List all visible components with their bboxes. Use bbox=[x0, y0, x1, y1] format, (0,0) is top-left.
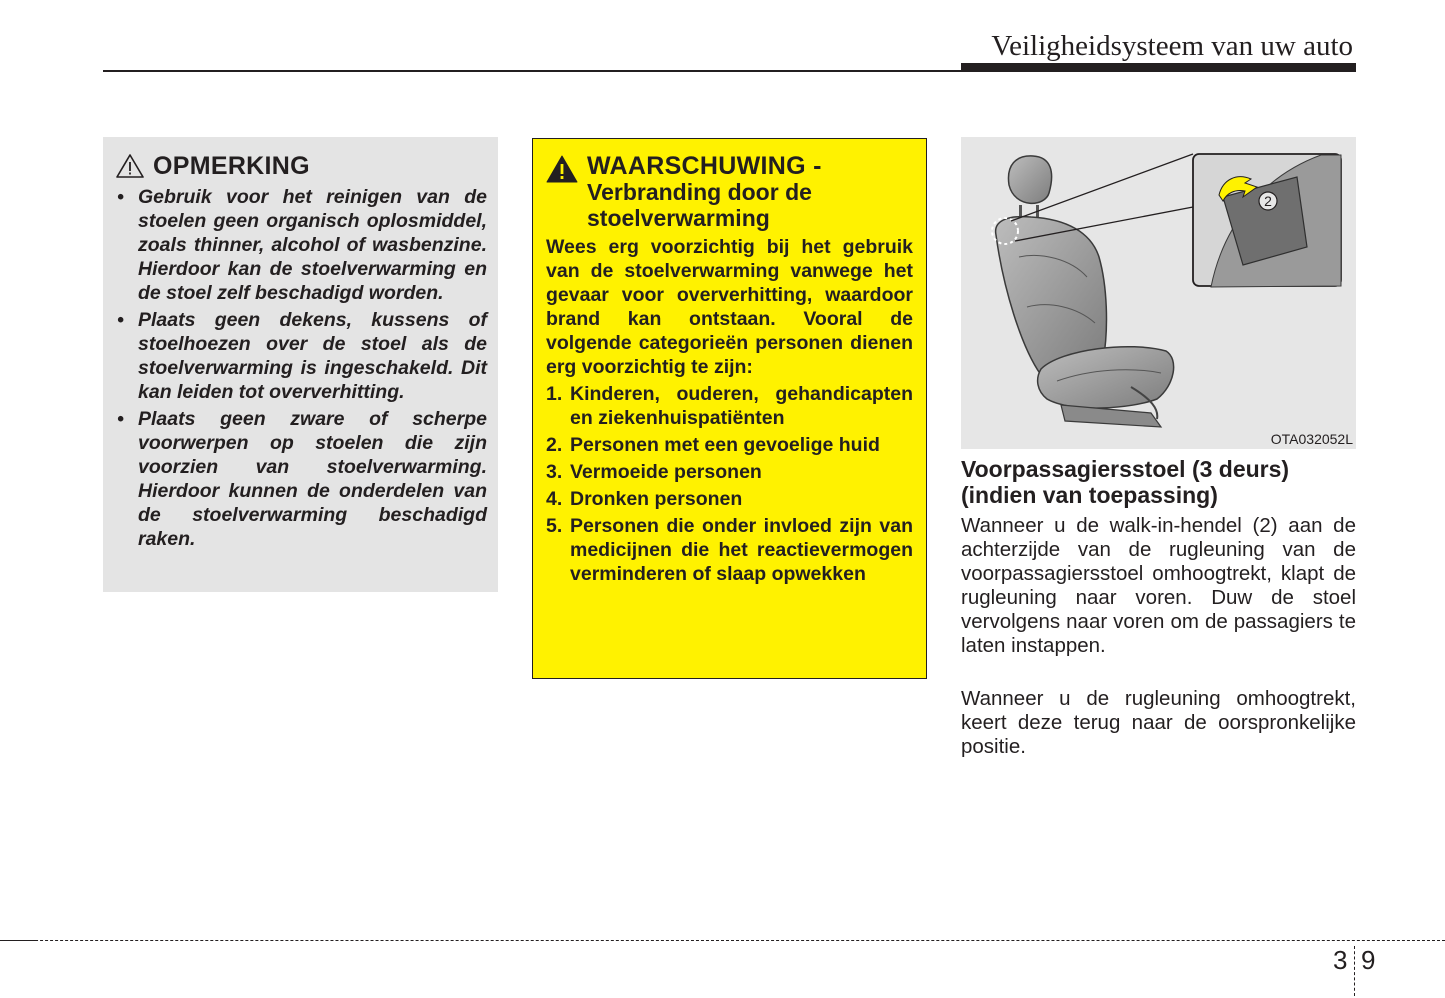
warning-icon bbox=[546, 155, 578, 183]
page-number-separator bbox=[1354, 946, 1355, 996]
seat-drawing bbox=[961, 137, 1356, 449]
warning-heading bbox=[546, 153, 913, 231]
footer-rule bbox=[0, 940, 1445, 941]
section-paragraph: Wanneer u de walk-in-hendel (2) aan de achterzijde van de rugleuning van de voorpassagiersstoel omhoogtrekt, klapt de rugleuning naar voren. Duw de stoel vervolgens naar voren om de passagiers te laten instappen. bbox=[961, 514, 1356, 657]
warning-item: 2. Personen met een gevoelige huid bbox=[546, 434, 880, 456]
warning-box bbox=[532, 138, 927, 679]
figure-code: OTA032052L bbox=[1270, 431, 1353, 447]
note-title: OPMERKING bbox=[153, 151, 310, 180]
caution-icon bbox=[115, 153, 145, 179]
warning-subtitle: Verbranding door de bbox=[587, 179, 812, 205]
warning-list bbox=[546, 382, 913, 586]
note-item: • Gebruik voor het reinigen van de stoelen geen organisch oplosmiddel, zoals thinner, alcohol of wasbenzine. Hierdoor kan de stoelverwarming en de stoel zelf beschadigd worden. bbox=[117, 186, 487, 304]
warning-item: 4. Dronken personen bbox=[546, 488, 743, 510]
warning-item: 1. Kinderen, ouderen, gehandicapten en ziekenhuispatiënten bbox=[546, 383, 913, 429]
note-item: • Plaats geen dekens, kussens of stoelhoezen over de stoel als de stoelverwarming is ingeschakeld. Dit kan leiden tot oververhitting. bbox=[117, 309, 487, 403]
note-box bbox=[103, 137, 498, 592]
chapter-number: 3 bbox=[1333, 945, 1348, 975]
warning-subtitle-cont: stoelverwarming bbox=[587, 205, 770, 231]
warning-item: 5. Personen die onder invloed zijn van medicijnen die het reactievermogen verminderen of slaap opwekken bbox=[546, 515, 913, 585]
headrest-shape bbox=[1008, 156, 1051, 203]
header-rule-accent bbox=[961, 63, 1356, 72]
note-heading bbox=[115, 151, 487, 181]
section-paragraph: Wanneer u de rugleuning omhoogtrekt, keert deze terug naar de oorspronkelijke positie. bbox=[961, 687, 1356, 758]
page-header-title: Veiligheidsysteem van uw auto bbox=[991, 30, 1353, 62]
footer-rule-start bbox=[0, 940, 38, 941]
warning-item: 3. Vermoeide personen bbox=[546, 461, 762, 483]
note-item: • Plaats geen zware of scherpe voorwerpen op stoelen die zijn voorzien van stoelverwarming. Hierdoor kunnen de onderdelen van de stoelverwarming beschadigd raken. bbox=[117, 408, 487, 550]
callout-number: 2 bbox=[1264, 193, 1272, 209]
note-list bbox=[115, 185, 487, 551]
seat-illustration bbox=[961, 137, 1356, 449]
warning-title: WAARSCHUWING - bbox=[587, 152, 822, 180]
section-heading: Voorpassagiersstoel (3 deurs) (indien van toepassing) bbox=[961, 456, 1290, 508]
page-number: 9 bbox=[1361, 945, 1376, 975]
warning-body: Wees erg voorzichtig bij het gebruik van de stoelverwarming vanwege het gevaar voor oververhitting, waardoor brand kan ontstaan. Vooral de volgende categorieën personen dienen erg voorzichtig te zijn: bbox=[546, 236, 913, 378]
